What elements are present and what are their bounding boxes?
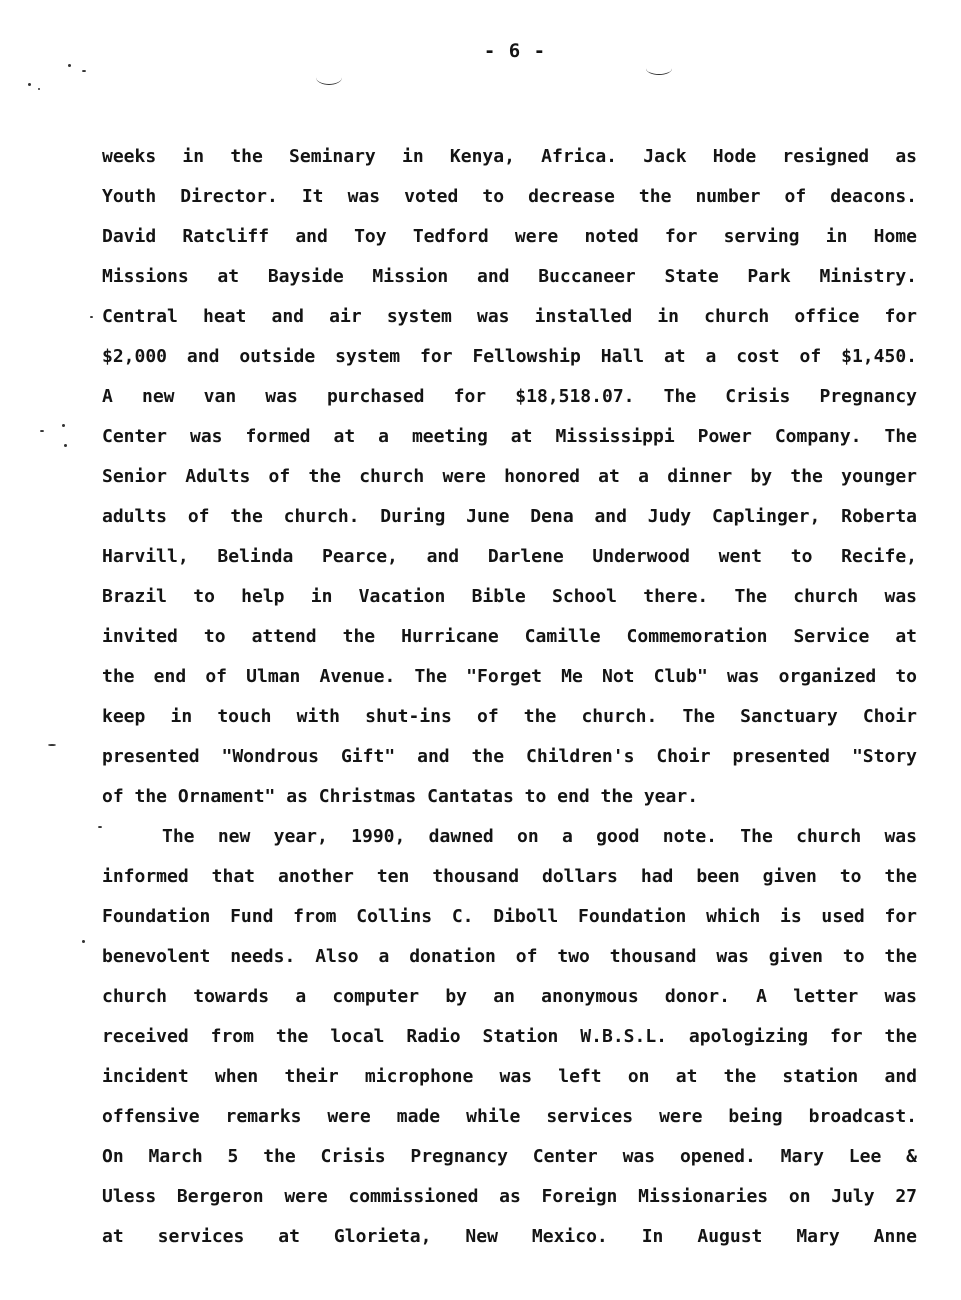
text-line: Central heat and air system was installed in church office for bbox=[102, 306, 917, 327]
scan-speck bbox=[82, 940, 85, 943]
page-number: - 6 - bbox=[483, 40, 547, 62]
text-line: Center was formed at a meeting at Mississippi Power Company. The bbox=[102, 426, 917, 447]
text-line: Uless Bergeron were commissioned as Foreign Missionaries on July 27 bbox=[102, 1186, 917, 1207]
text-line: weeks in the Seminary in Kenya, Africa. Jack Hode resigned as bbox=[102, 146, 917, 167]
text-line: Brazil to help in Vacation Bible School there. The church was bbox=[102, 586, 917, 607]
text-line: On March 5 the Crisis Pregnancy Center was opened. Mary Lee & bbox=[102, 1146, 917, 1167]
text-line: Youth Director. It was voted to decrease the number of deacons. bbox=[102, 186, 917, 207]
text-line: The new year, 1990, dawned on a good note. The church was bbox=[162, 826, 917, 847]
scan-speck bbox=[38, 88, 40, 90]
paragraph-2 bbox=[102, 817, 917, 1257]
scan-speck bbox=[62, 424, 65, 427]
body-text bbox=[102, 137, 917, 1257]
text-line: offensive remarks were made while services were being broadcast. bbox=[102, 1106, 917, 1127]
text-line: of the Ornament" as Christmas Cantatas to end the year. bbox=[102, 786, 699, 807]
scan-mark-arc-right bbox=[646, 62, 672, 75]
scan-mark-arc-left bbox=[316, 70, 342, 85]
scan-speck bbox=[48, 744, 56, 746]
text-line: Foundation Fund from Collins C. Diboll Foundation which is used for bbox=[102, 906, 917, 927]
text-line: David Ratcliff and Toy Tedford were noted for serving in Home bbox=[102, 226, 917, 247]
scan-speck bbox=[40, 430, 44, 432]
scan-speck bbox=[64, 444, 67, 447]
text-line: presented "Wondrous Gift" and the Children's Choir presented "Story bbox=[102, 746, 917, 767]
text-line: church towards a computer by an anonymous donor. A letter was bbox=[102, 986, 917, 1007]
paragraph-1 bbox=[102, 137, 917, 817]
text-line: A new van was purchased for $18,518.07. The Crisis Pregnancy bbox=[102, 386, 917, 407]
text-line: the end of Ulman Avenue. The "Forget Me Not Club" was organized to bbox=[102, 666, 917, 687]
text-line: adults of the church. During June Dena and Judy Caplinger, Roberta bbox=[102, 506, 917, 527]
text-line: incident when their microphone was left on at the station and bbox=[102, 1066, 917, 1087]
text-line: keep in touch with shut-ins of the church. The Sanctuary Choir bbox=[102, 706, 917, 727]
scan-speck bbox=[82, 70, 86, 72]
scan-speck bbox=[90, 316, 93, 318]
text-line: Harvill, Belinda Pearce, and Darlene Underwood went to Recife, bbox=[102, 546, 917, 567]
text-line: invited to attend the Hurricane Camille Commemoration Service at bbox=[102, 626, 917, 647]
scan-speck bbox=[28, 83, 31, 86]
text-line: benevolent needs. Also a donation of two thousand was given to the bbox=[102, 946, 917, 967]
text-line: $2,000 and outside system for Fellowship Hall at a cost of $1,450. bbox=[102, 346, 917, 367]
text-line: received from the local Radio Station W.B.S.L. apologizing for the bbox=[102, 1026, 917, 1047]
text-line: Senior Adults of the church were honored at a dinner by the younger bbox=[102, 466, 917, 487]
scan-speck bbox=[68, 64, 71, 67]
text-line: informed that another ten thousand dollars had been given to the bbox=[102, 866, 917, 887]
text-line: Missions at Bayside Mission and Buccaneer State Park Ministry. bbox=[102, 266, 917, 287]
text-line: at services at Glorieta, New Mexico. In August Mary Anne bbox=[102, 1226, 917, 1247]
